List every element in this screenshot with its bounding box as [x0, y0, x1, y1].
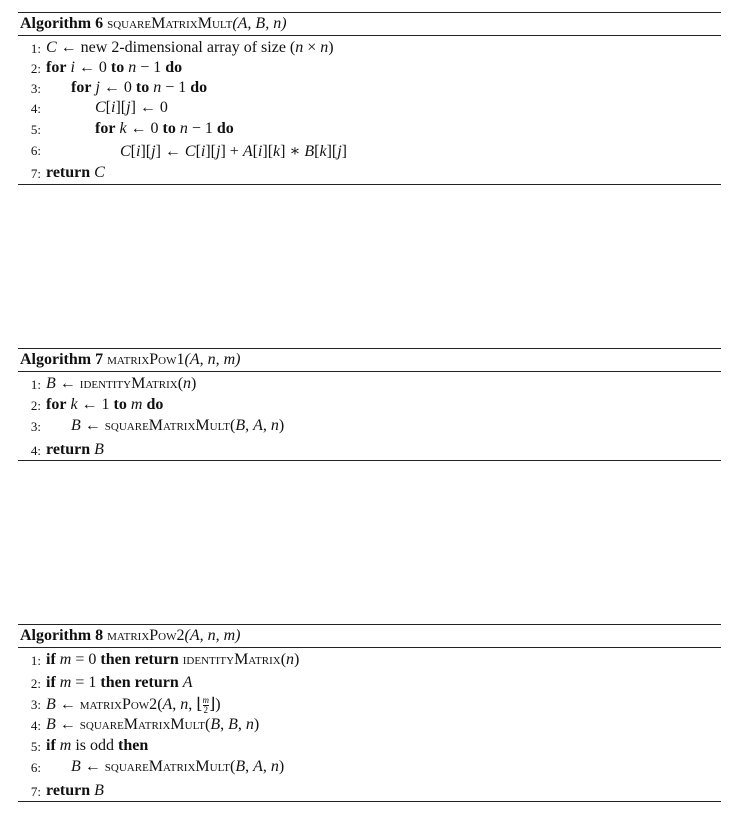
algorithm-body: [18, 648, 721, 801]
line-number: 4:: [30, 101, 41, 116]
algorithm-name: matrixPow2: [107, 627, 185, 644]
algorithm-label: Algorithm 7: [20, 351, 104, 368]
code-line: [18, 119, 721, 140]
line-number: 1:: [30, 377, 41, 392]
code-line: [18, 757, 721, 780]
code-line: [18, 416, 721, 439]
line-text: B ← matrixPow2(A, n, ⌊ $\frac{m}{2}$ ⌋): [46, 694, 221, 715]
line-number: 1:: [30, 41, 41, 56]
line-text: return C: [46, 164, 105, 181]
bottom-rule: [18, 184, 721, 185]
line-text: C ← new 2-dimensional array of size (n × n): [46, 39, 334, 56]
line-text: B ← identityMatrix(n): [46, 375, 197, 392]
line-text: for j ← 0 to n − 1 do: [71, 79, 208, 96]
algorithm-params: (A, B, n): [232, 15, 287, 32]
line-text: C[i][j] ← 0: [95, 99, 168, 116]
algorithm-title: [18, 349, 721, 371]
algorithm-label: Algorithm 6: [20, 15, 104, 32]
line-text: return B: [46, 441, 104, 458]
algorithm-params: (A, n, m): [184, 351, 241, 368]
line-number: 4:: [30, 718, 41, 733]
algorithm-body: [18, 36, 721, 184]
line-number: 3:: [30, 697, 41, 712]
code-line: [18, 650, 721, 672]
fraction: $\frac{m}{2}$: [202, 694, 210, 715]
line-number: 2:: [30, 676, 41, 691]
algorithm-7: [18, 348, 721, 461]
algorithm-params: (A, n, m): [184, 627, 241, 644]
bottom-rule: [18, 801, 721, 802]
code-line: [18, 715, 721, 736]
line-number: 2:: [30, 61, 41, 76]
line-number: 7:: [30, 166, 41, 181]
line-number: 5:: [30, 122, 41, 137]
line-number: 6:: [30, 760, 41, 775]
line-text: for k ← 1 to m do: [46, 396, 164, 413]
code-line: [18, 780, 721, 801]
line-number: 2:: [30, 398, 41, 413]
algorithm-title: [18, 625, 721, 647]
algorithm-name: matrixPow1: [107, 351, 185, 368]
bottom-rule: [18, 460, 721, 461]
algorithm-body: [18, 372, 721, 460]
line-text: if m = 1 then return A: [46, 674, 193, 691]
algorithm-title: [18, 13, 721, 35]
code-line: [18, 374, 721, 395]
line-text: if m is odd then: [46, 737, 149, 754]
line-text: return B: [46, 782, 104, 799]
line-text: if m = 0 then return identityMatrix(n): [46, 651, 300, 668]
code-line: [18, 78, 721, 98]
code-line: [18, 140, 721, 162]
code-line: [18, 162, 721, 183]
line-number: 7:: [30, 784, 41, 799]
code-line: [18, 395, 721, 416]
line-number: 5:: [30, 739, 41, 754]
code-line: [18, 58, 721, 78]
line-text: B ← squareMatrixMult(B, A, n): [71, 758, 285, 775]
line-number: 3:: [30, 81, 41, 96]
line-text: B ← squareMatrixMult(B, A, n): [71, 417, 285, 434]
algorithm-label: Algorithm 8: [20, 627, 104, 644]
code-line: [18, 38, 721, 58]
code-line: [18, 98, 721, 119]
code-line: [18, 439, 721, 460]
line-text: B ← squareMatrixMult(B, B, n): [46, 716, 260, 733]
code-line: [18, 736, 721, 757]
line-number: 4:: [30, 443, 41, 458]
algorithm-name: squareMatrixMult: [107, 15, 233, 32]
code-line: [18, 672, 721, 694]
line-text: for k ← 0 to n − 1 do: [95, 120, 234, 137]
algorithm-6: [18, 12, 721, 185]
line-number: 3:: [30, 419, 41, 434]
line-text: for i ← 0 to n − 1 do: [46, 59, 183, 76]
line-number: 6:: [30, 143, 41, 158]
algorithm-8: [18, 624, 721, 802]
line-number: 1:: [30, 653, 41, 668]
line-text: C[i][j] ← C[i][j] + A[i][k] ∗ B[k][j]: [120, 143, 347, 160]
code-line: [18, 694, 721, 715]
